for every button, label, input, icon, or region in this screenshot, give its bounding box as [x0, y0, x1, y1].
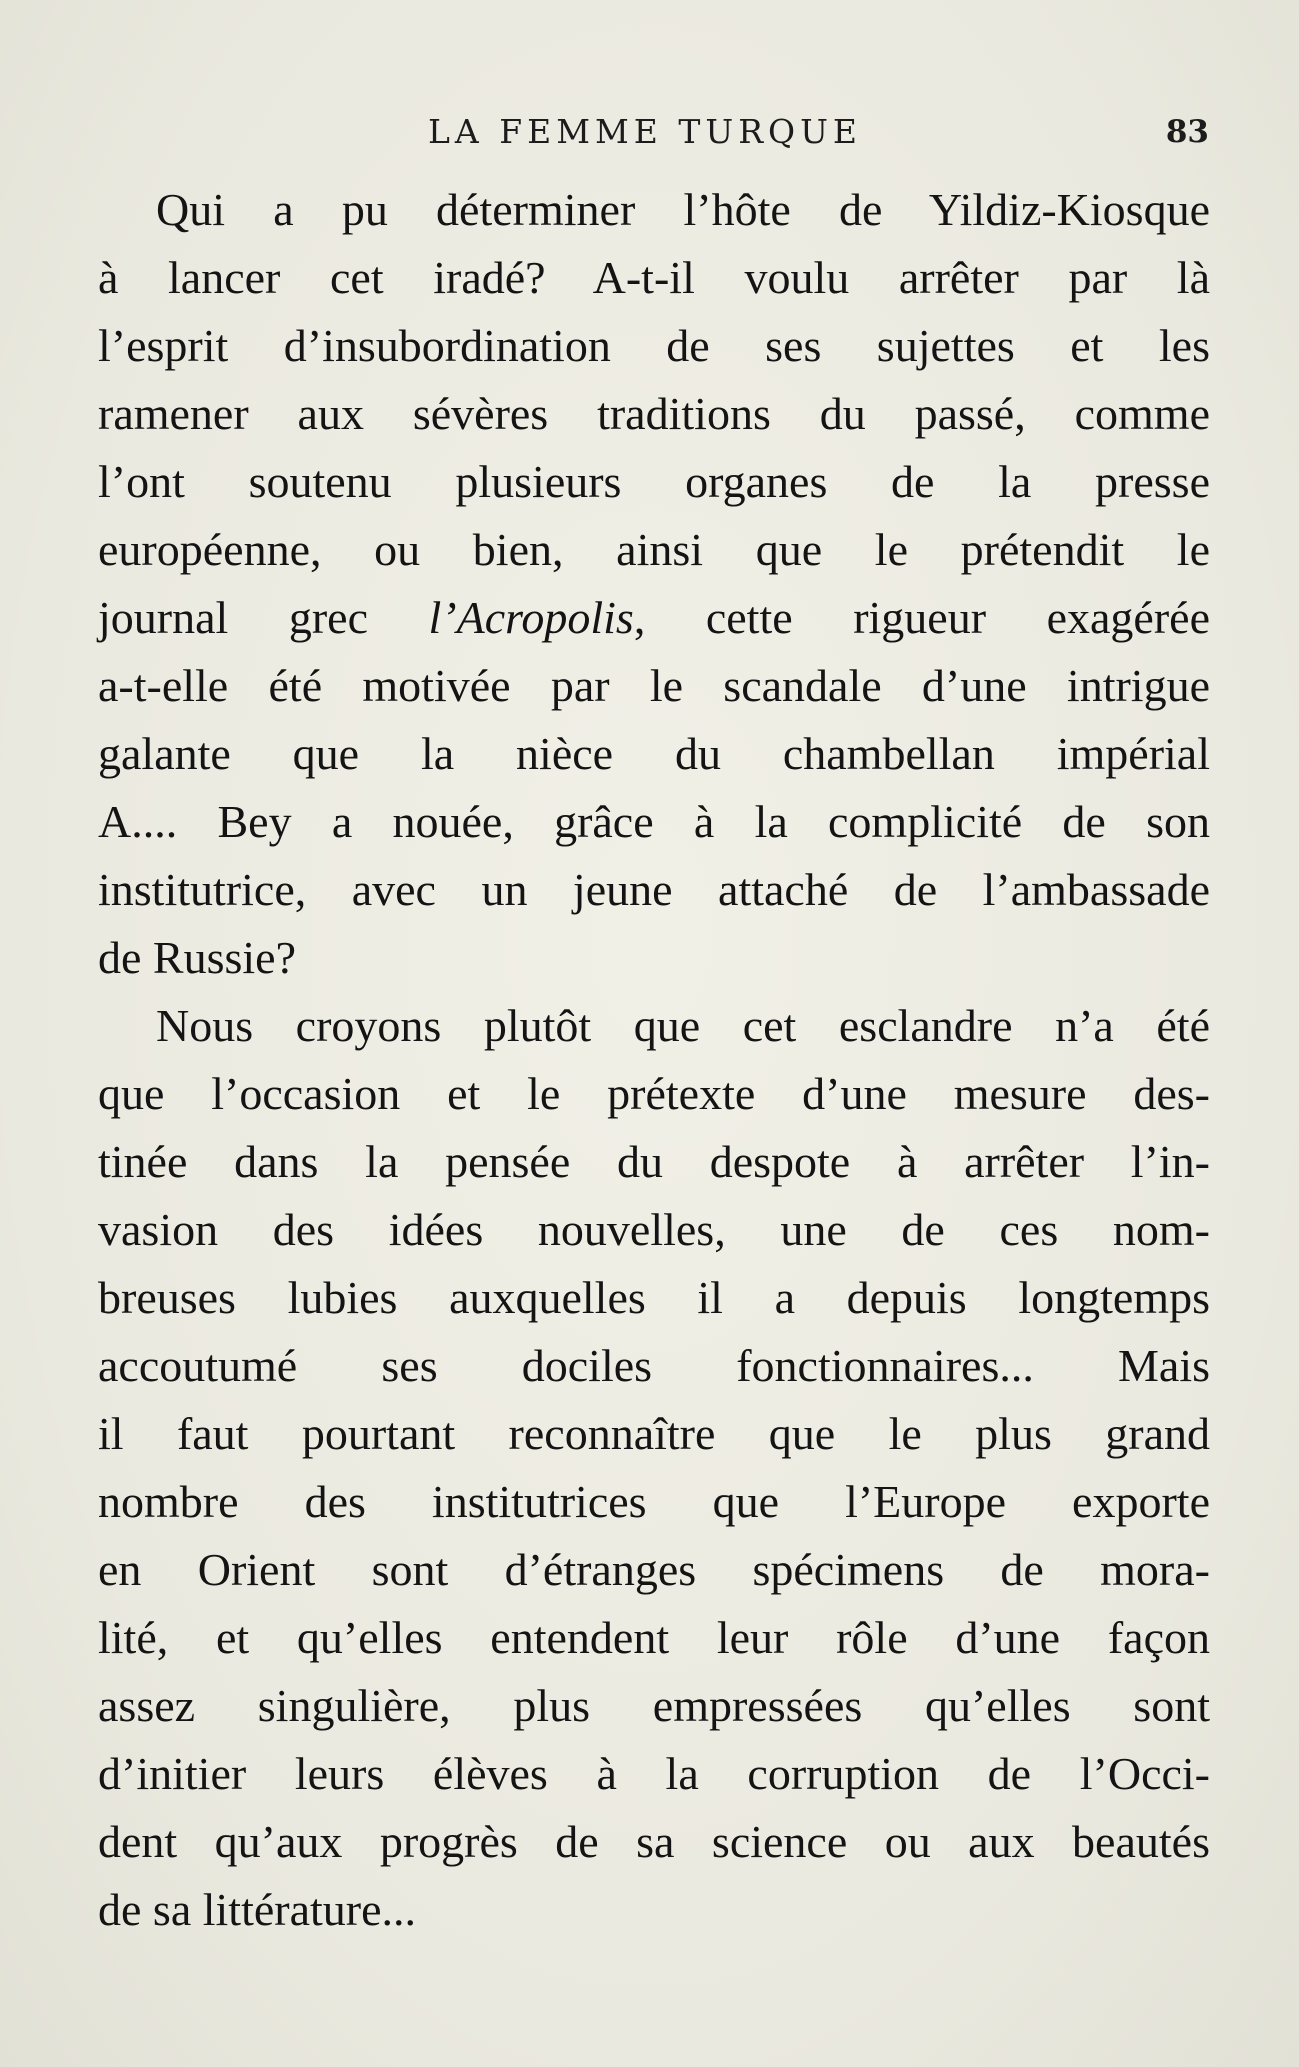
text-line: Qui a pu déterminer l’hôte de Yildiz-Kiosque	[156, 184, 1210, 235]
text-line: a-t-elle été motivée par le scandale d’une intrigue	[98, 660, 1210, 711]
text-segment: journal grec	[98, 592, 429, 643]
paragraph-1	[98, 176, 1210, 992]
text-line: l’ont soutenu plusieurs organes de la presse	[98, 456, 1210, 507]
italic-title: l’Acropolis	[428, 592, 634, 643]
text-line: de sa littérature...	[98, 1884, 417, 1935]
text-line: tinée dans la pensée du despote à arrêter l’in-	[98, 1136, 1210, 1187]
text-line: galante que la nièce du chambellan impérial	[98, 728, 1210, 779]
paragraph-2	[98, 992, 1210, 1944]
text-line: à lancer cet iradé? A-t-il voulu arrêter par là	[98, 252, 1210, 303]
text-segment: , cette rigueur exagérée	[633, 592, 1210, 643]
text-line: d’initier leurs élèves à la corruption de l’Occi-	[98, 1748, 1210, 1799]
text-line: A.... Bey a nouée, grâce à la complicité de son	[98, 796, 1210, 847]
running-title: LA FEMME TURQUE	[428, 112, 863, 151]
text-line: accoutumé ses dociles fonctionnaires... Mais	[98, 1340, 1210, 1391]
text-line: assez singulière, plus empressées qu’elles sont	[98, 1680, 1210, 1731]
text-line: Nous croyons plutôt que cet esclandre n’a été	[156, 1000, 1210, 1051]
text-line: vasion des idées nouvelles, une de ces nom-	[98, 1204, 1210, 1255]
text-line: lité, et qu’elles entendent leur rôle d’une façon	[98, 1612, 1210, 1663]
text-line: nombre des institutrices que l’Europe exporte	[98, 1476, 1210, 1527]
text-line: que l’occasion et le prétexte d’une mesure des-	[98, 1068, 1210, 1119]
text-line: institutrice, avec un jeune attaché de l’ambassade	[98, 864, 1210, 915]
running-head	[0, 112, 1299, 162]
text-line: ramener aux sévères traditions du passé, comme	[98, 388, 1210, 439]
text-line: dent qu’aux progrès de sa science ou aux beautés	[98, 1816, 1210, 1867]
text-line: il faut pourtant reconnaître que le plus grand	[98, 1408, 1210, 1459]
page-number: 83	[1165, 114, 1209, 150]
text-line: européenne, ou bien, ainsi que le prétendit le	[98, 524, 1210, 575]
text-line-with-italic	[98, 584, 1210, 652]
text-line: l’esprit d’insubordination de ses sujettes et les	[98, 320, 1210, 371]
text-line: en Orient sont d’étranges spécimens de mora-	[98, 1544, 1210, 1595]
text-line: de Russie?	[98, 932, 297, 983]
text-line: breuses lubies auxquelles il a depuis longtemps	[98, 1272, 1210, 1323]
body-text	[98, 176, 1210, 1944]
